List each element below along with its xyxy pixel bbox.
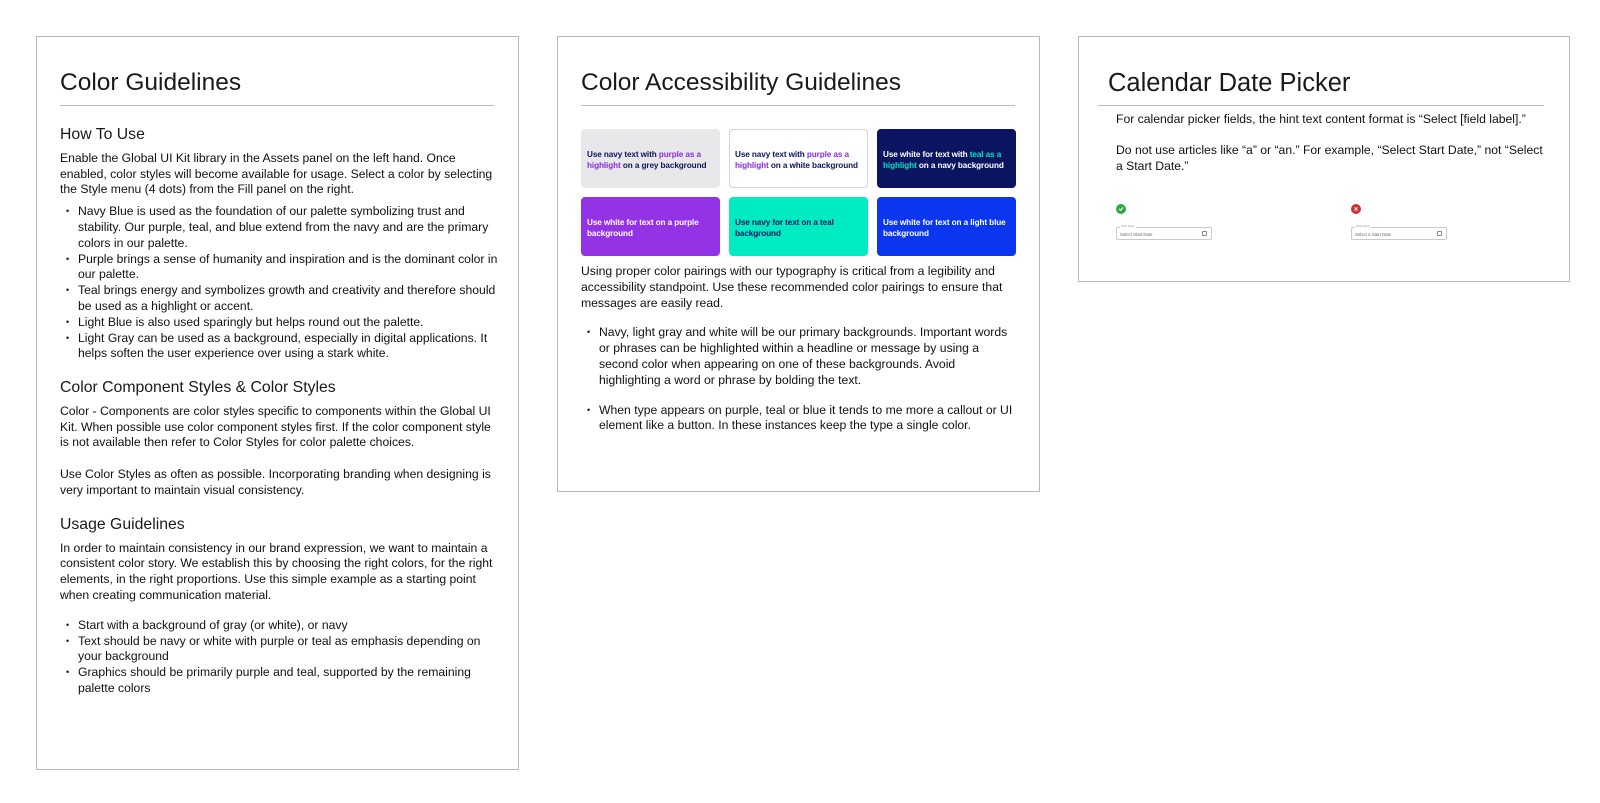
date-picker-field[interactable] xyxy=(1116,224,1212,240)
divider xyxy=(1098,105,1544,106)
swatch-text: Use white for text on a purple background xyxy=(587,218,699,238)
color-guidelines-panel xyxy=(36,36,519,770)
divider xyxy=(581,105,1015,106)
how-to-use-paragraph: Enable the Global UI Kit library in the Assets panel on the left hand. Once enabled, color styles will become available for usage. Select a color by selecting the Style menu (4 dots) from the Fill panel on the right. xyxy=(60,150,493,197)
list-item: • Light Blue is also used sparingly but helps round out the palette. xyxy=(60,315,500,331)
color-pairing-swatch xyxy=(581,129,720,188)
component-styles-paragraph-2: Use Color Styles as often as possible. Incorporating branding when designing is very important to maintain visual consistency. xyxy=(60,467,491,498)
swatch-text: on a navy background xyxy=(916,160,1004,170)
field-label: Start Date xyxy=(1356,224,1370,228)
accessibility-body xyxy=(581,264,1017,448)
field-placeholder: Select a Start Date xyxy=(1355,231,1392,237)
calendar-paragraph: For calendar picker fields, the hint text content format is “Select [field label].” xyxy=(1116,112,1526,126)
usage-guidelines-paragraph: In order to maintain consistency in our brand expression, we want to maintain a consistent color story. We establish this by choosing the right colors, for the right elements, in the right proportions. Use this simple example as a starting point when creating communication material. xyxy=(60,540,493,602)
swatch-text: Use white for text with xyxy=(883,150,970,159)
calendar-paragraph-2: Do not use articles like “a” or “an.” For example, “Select Start Date,” not “Select a Start Date.” xyxy=(1116,142,1543,173)
panel-title: Color Guidelines xyxy=(60,69,242,96)
swatch-text: Use navy text with xyxy=(587,150,659,159)
calendar-icon[interactable] xyxy=(1437,231,1442,236)
swatch-text: on a white background xyxy=(768,160,858,170)
list-item: • Navy Blue is used as the foundation of our palette symbolizing trust and stability. Our purple, teal, and blue extend from the navy and are the primary colors in our palette. xyxy=(60,204,500,251)
accessibility-paragraph: Using proper color pairings with our typography is critical from a legibility and accessibility standpoint. Use these recommended color pairings to ensure that messages are easily read. xyxy=(581,264,1003,310)
color-pairing-swatch xyxy=(877,129,1016,188)
panel-title: Color Accessibility Guidelines xyxy=(581,69,901,96)
color-pairing-swatch xyxy=(729,197,868,256)
color-pairing-swatch xyxy=(729,129,868,188)
component-styles-heading: Color Component Styles & Color Styles xyxy=(60,379,336,397)
swatch-highlight-text: purple as a highlight xyxy=(735,150,849,170)
field-placeholder: Select Start Date xyxy=(1120,231,1153,237)
calendar-body xyxy=(1116,112,1546,174)
usage-guidelines-heading: Usage Guidelines xyxy=(60,515,185,533)
success-icon xyxy=(1116,204,1126,214)
usage-guidelines-list xyxy=(60,618,500,697)
swatch-highlight-text: teal as a highlight xyxy=(883,150,1002,170)
how-to-use-heading: How To Use xyxy=(60,126,145,143)
color-accessibility-panel xyxy=(557,36,1040,492)
color-pairing-swatch xyxy=(581,197,720,256)
list-item: • Start with a background of gray (or white), or navy xyxy=(60,618,500,634)
panel-title: Calendar Date Picker xyxy=(1108,69,1351,97)
how-to-use-list xyxy=(60,204,500,362)
divider xyxy=(60,105,494,106)
color-pairing-swatches xyxy=(581,129,1017,256)
swatch-text: on a grey background xyxy=(620,160,707,170)
swatch-text: Use navy text with xyxy=(735,150,807,159)
list-item: • When type appears on purple, teal or blue it tends to me more a callout or UI element like a button. In these instances keep the type a single color. xyxy=(581,403,1017,435)
field-label: Start Date xyxy=(1121,224,1135,228)
swatch-text: Use white for text on a light blue background xyxy=(883,218,1006,238)
error-icon xyxy=(1351,204,1361,214)
date-picker-field[interactable] xyxy=(1351,224,1447,240)
list-item: • Teal brings energy and symbolizes growth and creativity and therefore should be used as a highlight or accent. xyxy=(60,283,500,315)
component-styles-paragraph: Color - Components are color styles specific to components within the Global UI Kit. When possible use color component styles first. If the color component style is not available then refer to Color Styles for color palette choices. xyxy=(60,403,491,450)
list-item: • Light Gray can be used as a background, especially in digital applications. It helps soften the user experience over using a stark white. xyxy=(60,331,500,363)
accessibility-list xyxy=(581,325,1017,434)
swatch-highlight-text: purple as a highlight xyxy=(587,150,701,170)
calendar-icon[interactable] xyxy=(1202,231,1207,236)
color-pairing-swatch xyxy=(877,197,1016,256)
swatch-text: Use navy for text on a teal background xyxy=(735,218,834,238)
list-item: • Navy, light gray and white will be our primary backgrounds. Important words or phrases can be highlighted within a headline or message by using a second color when appearing on one of these backgrounds. Avoid highlighting a word or phrase by bolding the text. xyxy=(581,325,1017,388)
list-item: • Purple brings a sense of humanity and inspiration and is the dominant color in our palette. xyxy=(60,252,500,284)
list-item: • Text should be navy or white with purple or teal as emphasis depending on your background xyxy=(60,634,500,666)
color-guidelines-body xyxy=(60,125,500,697)
list-item: • Graphics should be primarily purple and teal, supported by the remaining palette colors xyxy=(60,665,500,697)
calendar-date-picker-panel xyxy=(1078,36,1570,282)
